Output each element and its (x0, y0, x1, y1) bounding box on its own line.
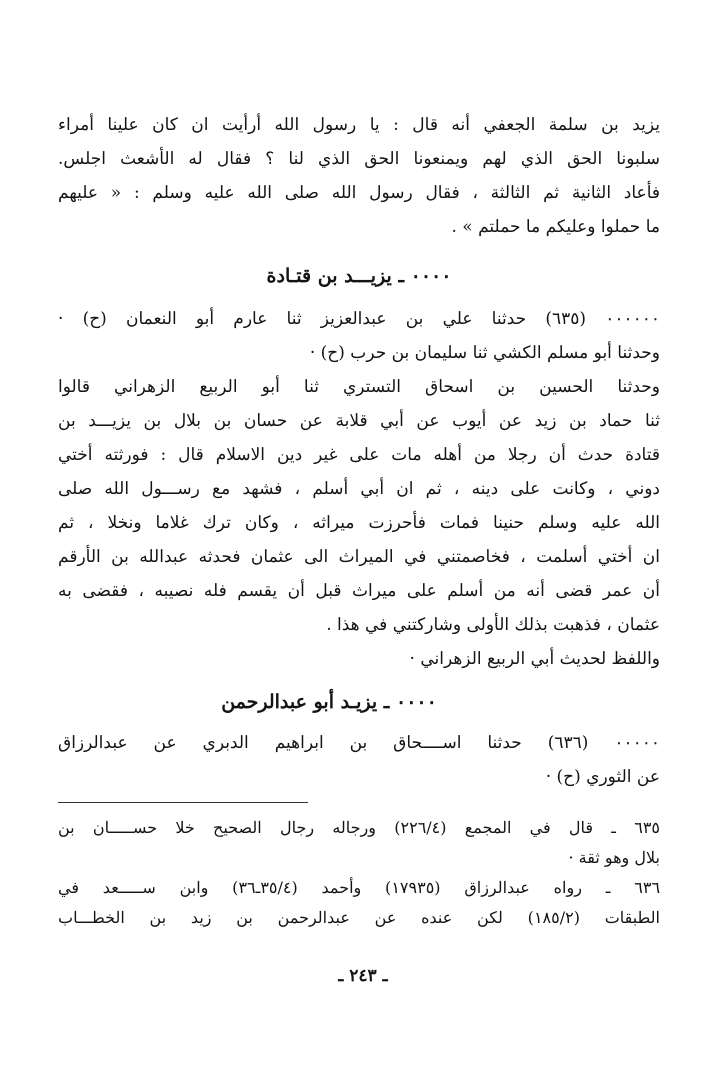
text-line: واللفظ لحديث أبي الربيع الزهراني · (409, 649, 660, 669)
text-line: عن الثوري (ح) · (545, 767, 660, 787)
text-line: ٠٠٠٠٠٠ (٦٣٥) حدثنا علي بن عبدالعزيز ثنا عارم أبو النعمان (ح) · (58, 309, 660, 329)
text-line: ٠٠٠٠٠ (٦٣٦) حدثنا اســــحاق بن ابراهيم الدبري عن عبدالرزاق (58, 733, 660, 753)
footnote-line: ٦٣٥ ـ قال في المجمع (٢٢٦/٤) ورجاله رجال الصحيح خلا حســـــان بن (58, 818, 661, 837)
footnote-636 (58, 873, 660, 933)
hadith-635-isnad (58, 302, 660, 370)
hadith-636-isnad (58, 726, 660, 794)
footnote-635 (58, 813, 660, 873)
footnote-line: بلال وهو ثقة · (568, 848, 660, 867)
footnotes (58, 813, 660, 933)
text-line: الله عليه وسلم حنينا فمات فأحرزت ميراثه ، وكان ترك غلاما ونخلا ، ثم (58, 513, 660, 533)
text-line: سلبونا الحق الذي لهم ويمنعونا الحق الذي لنا ؟ فقال له الأشعث اجلس. (58, 149, 660, 169)
section-heading-yazid-abu-abdurrahman: ٠٠٠٠ ـ يزيـد أبو عبدالرحمن (221, 691, 437, 713)
text-line: وحدثنا أبو مسلم الكشي ثنا سليمان بن حرب (ح) · (309, 343, 660, 363)
text-line: ثنا حماد بن زيد عن أيوب عن أبي قلابة عن حسان بن بلال بن يزيـــد بن (58, 411, 660, 431)
paragraph-1 (58, 108, 660, 244)
text-line: أن عمر قضى أنه من أسلم على ميراث قبل أن يقسم فله نصيبه ، فقضى به (58, 581, 660, 601)
text-line: يزيد بن سلمة الجعفي أنه قال : يا رسول الله أرأيت ان كان علينا أمراء (58, 115, 660, 135)
section-heading-yazid-ibn-qatada: ٠٠٠٠ ـ يزيـــد بن قتـادة (266, 265, 452, 287)
footnote-line: الطبقات (١٨٥/٢) لكن عنده عن عبدالرحمن بن زيد بن الخطـــاب (58, 908, 661, 927)
text-line: ان أختي أسلمت ، فخاصمتني في الميراث الى عثمان فحدثه عبدالله بن الأرقم (58, 547, 660, 567)
footnote-line: ٦٣٦ ـ رواه عبدالرزاق (١٧٩٣٥) وأحمد (٣٥/٤ـ٣٦) وابن ســـــعد في (58, 878, 661, 897)
footnote-divider (58, 802, 308, 803)
page-number: ـ ٢٤٣ ـ (338, 966, 388, 986)
text-line: عثمان ، فذهبت بذلك الأولى وشاركتني في هذا . (326, 615, 660, 635)
hadith-635-text (58, 370, 660, 676)
text-line: ما حملوا وعليكم ما حملتم » . (451, 217, 660, 237)
text-line: دوني ، وكانت على دينه ، ثم ان أبي أسلم ، فشهد مع رســـول الله صلى (58, 479, 660, 499)
text-line: وحدثنا الحسين بن اسحاق التستري ثنا أبو الربيع الزهراني قالوا (58, 377, 660, 397)
text-line: قتادة حدث أن رجلا من أهله مات على غير دين الاسلام قال : فورثته أختي (58, 445, 660, 465)
text-line: فأعاد الثانية ثم الثالثة ، فقال رسول الله صلى الله عليه وسلم : « عليهم (58, 183, 660, 203)
